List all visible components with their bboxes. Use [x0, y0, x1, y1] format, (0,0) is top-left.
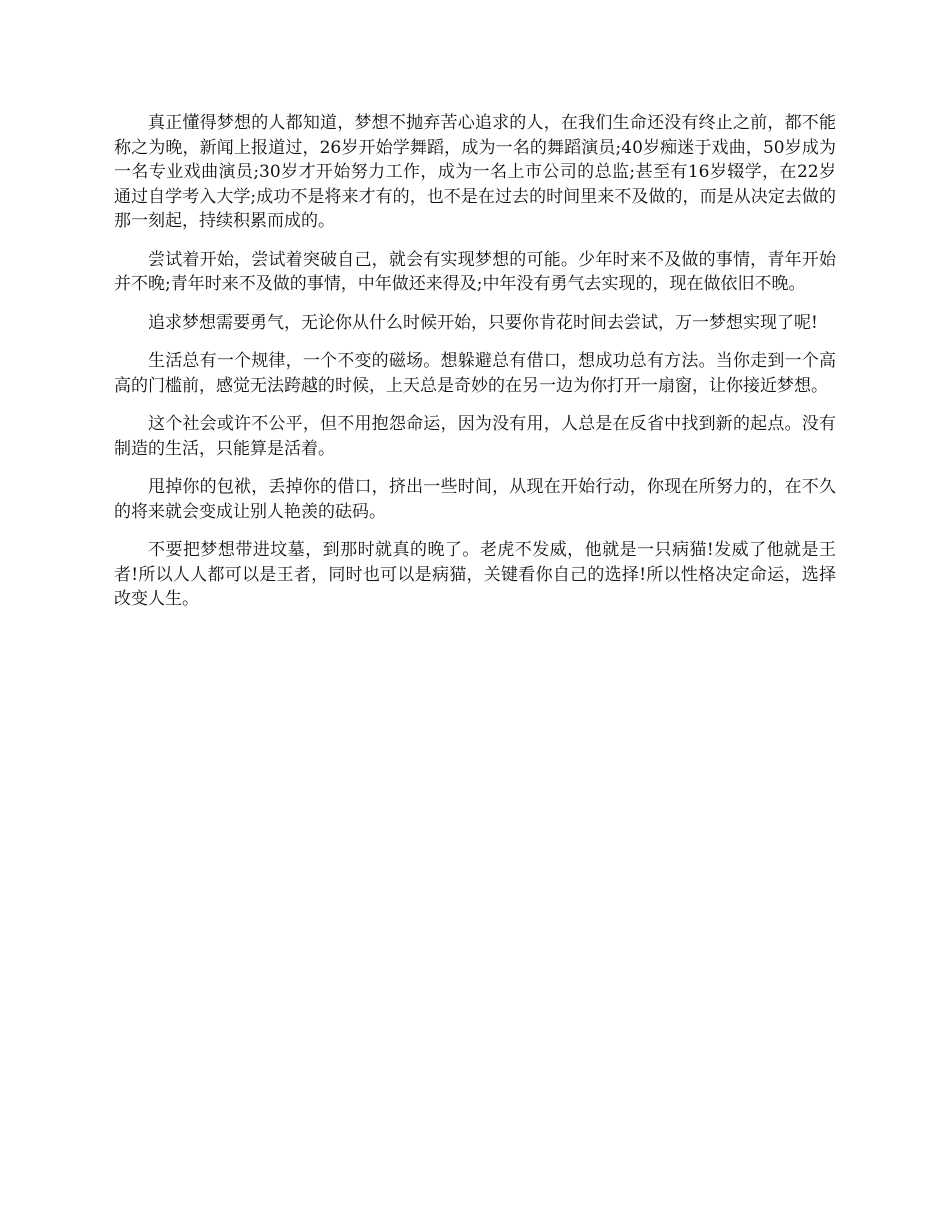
document-body [114, 111, 836, 626]
paragraph-5: 这个社会或许不公平，但不用抱怨命运，因为没有用，人总是在反省中找到新的起点。没有制造的生活，只能算是活着。 [114, 414, 836, 459]
paragraph-2: 尝试着开始，尝试着突破自己，就会有实现梦想的可能。少年时来不及做的事情，青年开始并不晚;青年时来不及做的事情，中年做还来得及;中年没有勇气去实现的，现在做依旧不晚。 [114, 249, 836, 294]
paragraph-1: 真正懂得梦想的人都知道，梦想不抛弃苦心追求的人，在我们生命还没有终止之前，都不能称之为晚，新闻上报道过，26岁开始学舞蹈，成为一名的舞蹈演员;40岁痴迷于戏曲，50岁成为一名专业戏曲演员;30岁才开始努力工作，成为一名上市公司的总监;甚至有16岁辍学，在22岁通过自学考入大学;成功不是将来才有的，也不是在过去的时间里来不及做的，而是从决定去做的那一刻起，持续积累而成的。 [114, 113, 836, 231]
paragraph-6: 甩掉你的包袱，丢掉你的借口，挤出一些时间，从现在开始行动，你现在所努力的，在不久的将来就会变成让别人艳羡的砝码。 [114, 477, 836, 522]
paragraph-3: 追求梦想需要勇气，无论你从什么时候开始，只要你肯花时间去尝试，万一梦想实现了呢! [148, 312, 818, 333]
paragraph-4: 生活总有一个规律，一个不变的磁场。想躲避总有借口，想成功总有方法。当你走到一个高高的门槛前，感觉无法跨越的时候，上天总是奇妙的在另一边为你打开一扇窗，让你接近梦想。 [114, 351, 836, 396]
paragraph-7: 不要把梦想带进坟墓，到那时就真的晚了。老虎不发威，他就是一只病猫!发威了他就是王者!所以人人都可以是王者，同时也可以是病猫，关键看你自己的选择!所以性格决定命运，选择改变人生。 [114, 540, 836, 609]
